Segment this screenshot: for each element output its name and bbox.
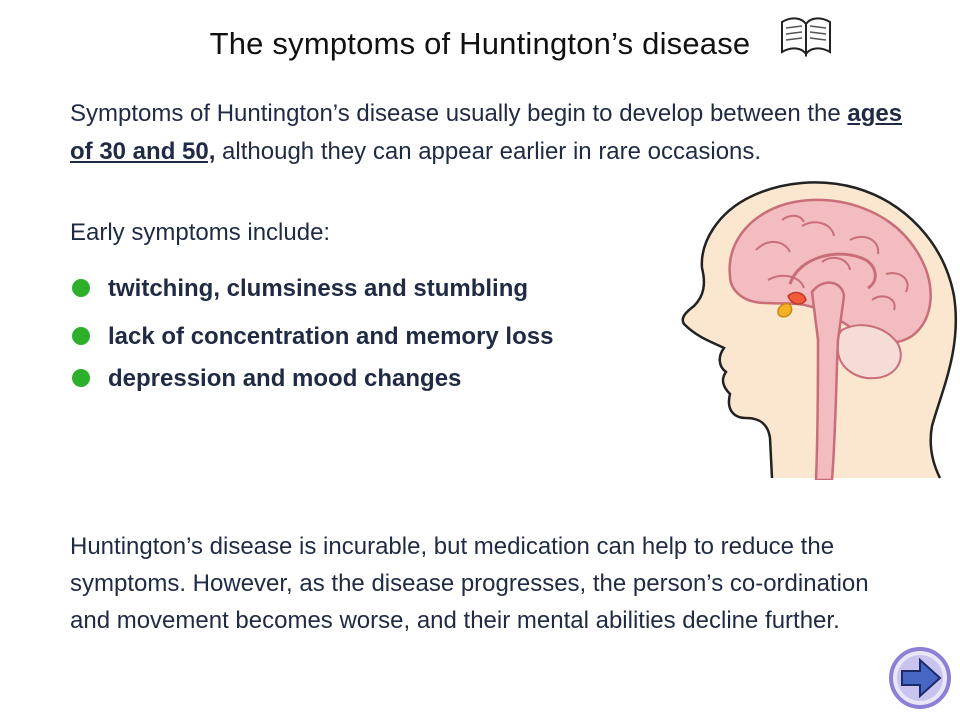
bullet-dot-icon bbox=[72, 369, 90, 387]
early-symptoms-heading: Early symptoms include: bbox=[70, 219, 331, 246]
book-icon bbox=[778, 14, 834, 58]
list-item-text: twitching, clumsiness and stumbling bbox=[108, 275, 529, 302]
list-item bbox=[70, 272, 548, 306]
symptom-list bbox=[70, 272, 650, 396]
bullet-dot-icon bbox=[72, 279, 90, 297]
intro-text-start: Symptoms of Huntington’s disease usually begin to develop between the bbox=[70, 100, 848, 127]
list-item-text: depression and mood changes bbox=[108, 365, 462, 392]
bullet-dot-icon bbox=[72, 327, 90, 345]
list-item-text: lack of concentration and memory loss bbox=[108, 323, 554, 350]
list-item bbox=[70, 362, 508, 396]
intro-paragraph bbox=[70, 95, 920, 171]
age-range-highlight: ages of 30 and 50, bbox=[70, 100, 903, 165]
next-slide-button[interactable] bbox=[888, 646, 952, 710]
slide-title: The symptoms of Huntington’s disease bbox=[209, 26, 751, 61]
outro-paragraph: Huntington’s disease is incurable, but medication can help to reduce the symptoms. However, as the disease progresses, the person’s co-ordination and movement becomes worse, and their mental abilities decline further. bbox=[70, 533, 869, 634]
intro-text-end: although they can appear earlier in rare occasions. bbox=[215, 138, 762, 165]
list-item bbox=[70, 320, 668, 354]
head-brain-illustration bbox=[672, 180, 960, 480]
